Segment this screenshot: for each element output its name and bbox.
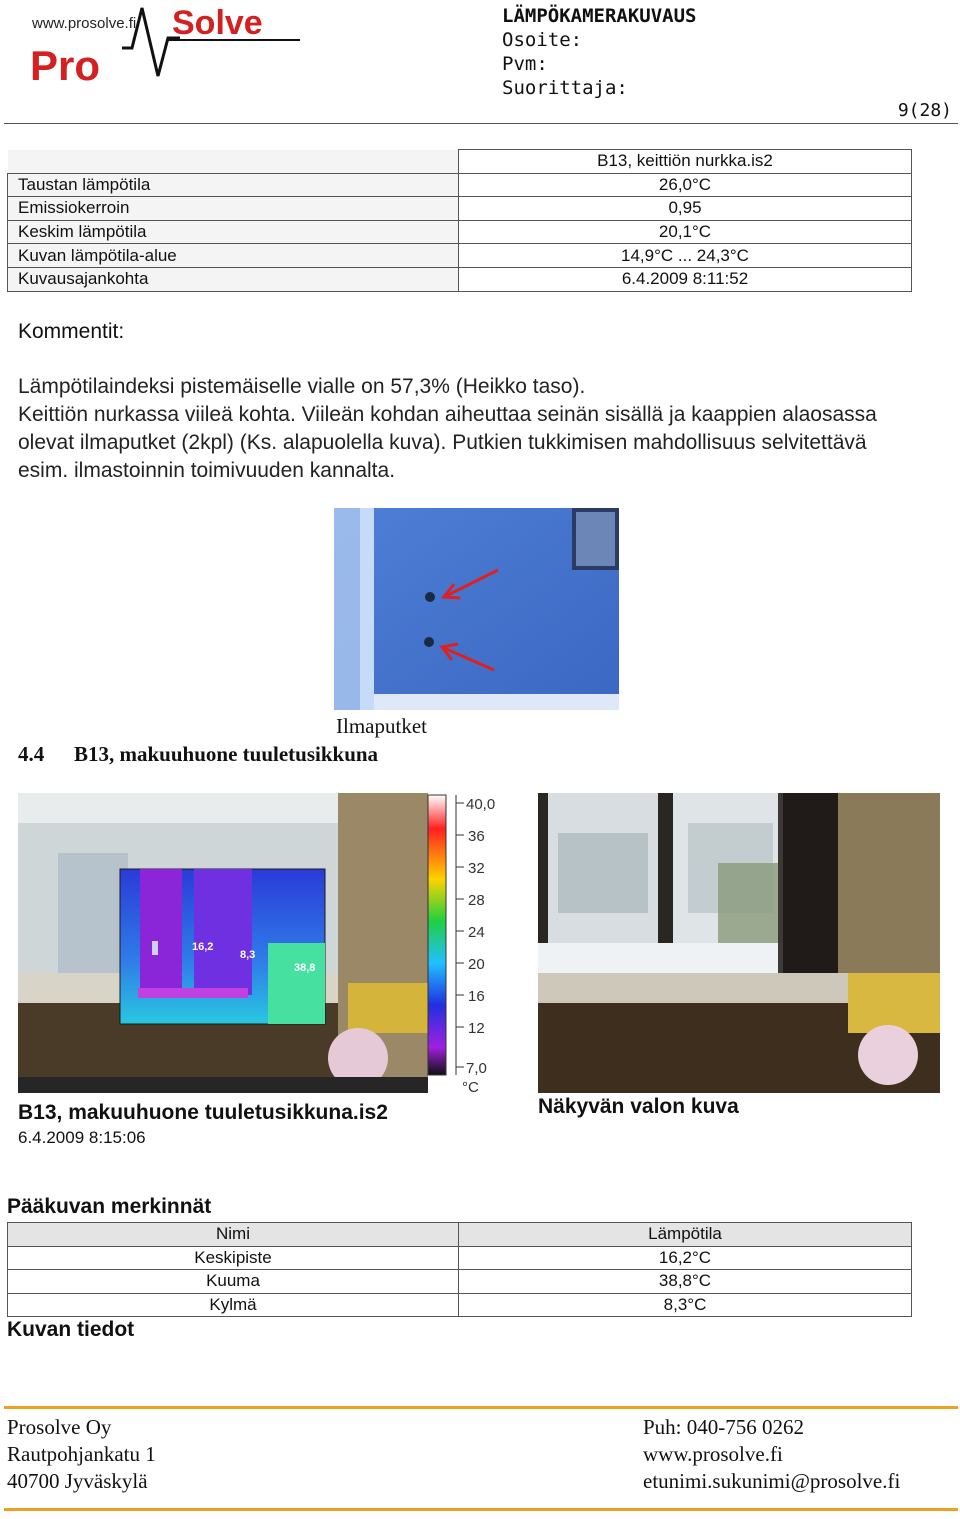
logo-url-text: www.prosolve.fi — [32, 15, 137, 32]
row-value: 26,0°C — [459, 173, 912, 197]
website-link[interactable]: www.prosolve.fi — [643, 1442, 783, 1466]
scale-tick-label: 32 — [468, 860, 485, 877]
row-value: 0,95 — [459, 197, 912, 221]
table-row — [8, 197, 912, 221]
scale-tick-label: 40,0 — [466, 796, 496, 813]
mark-temp: 16,2°C — [459, 1246, 912, 1270]
header-divider — [4, 123, 958, 124]
mark-temp: 38,8°C — [459, 1270, 912, 1294]
logo-pro-text: Pro — [30, 42, 101, 84]
scale-tick-label: 36 — [468, 828, 485, 845]
email-link[interactable]: etunimi.sukunimi@prosolve.fi — [643, 1469, 901, 1493]
photo-caption: Ilmaputket — [336, 714, 427, 738]
scale-unit: °C — [462, 1079, 479, 1096]
marks-heading: Pääkuvan merkinnät — [7, 1195, 212, 1218]
mark-name: Keskipiste — [8, 1246, 459, 1270]
mark-temp: 8,3°C — [459, 1293, 912, 1317]
image-info-table — [7, 149, 912, 292]
section-number: 4.4 — [18, 742, 45, 766]
hot-temp-label: 38,8 — [294, 962, 316, 974]
comment-line: Keittiön nurkassa viileä kohta. Viileän kohdan aiheuttaa seinän sisällä ja kaappien alaosassa olevat ilmaputket (2kpl) (Ks. alapuolella kuva). Putkien tukkimisen mahdollisuus selvitettävä esim. ilmastoinnin toimivuuden kannalta. — [18, 403, 877, 482]
table-row — [8, 173, 912, 197]
performer-label: Suorittaja: — [502, 77, 628, 99]
table-row — [8, 220, 912, 244]
file-name: B13, keittiön nurkka.is2 — [459, 150, 912, 174]
mark-name: Kylmä — [8, 1293, 459, 1317]
thermal-date: 6.4.2009 8:15:06 — [18, 1128, 146, 1147]
phone-number: Puh: 040-756 0262 — [643, 1415, 805, 1439]
table-row — [8, 1293, 912, 1317]
row-value: 20,1°C — [459, 220, 912, 244]
city-address: 40700 Jyväskylä — [7, 1469, 148, 1493]
row-label: Taustan lämpötila — [8, 173, 459, 197]
row-value: 6.4.2009 8:11:52 — [459, 267, 912, 291]
page-number: 9(28) — [897, 100, 952, 121]
column-header-temp: Lämpötila — [459, 1223, 912, 1247]
scale-tick-label: 12 — [468, 1020, 485, 1037]
marks-table — [7, 1222, 912, 1317]
scale-tick-label: 24 — [468, 924, 485, 941]
thermal-caption: B13, makuuhuone tuuletusikkuna.is2 — [18, 1101, 388, 1124]
prosolve-logo — [30, 4, 310, 84]
thermal-image — [18, 793, 428, 1093]
row-label: Kuvausajankohta — [8, 267, 459, 291]
footer-contact — [643, 1414, 900, 1495]
row-label: Kuvan lämpötila-alue — [8, 244, 459, 268]
section-heading — [18, 742, 378, 767]
table-row — [8, 150, 912, 174]
visible-light-image — [538, 793, 940, 1093]
table-header-row — [8, 1223, 912, 1247]
street-address: Rautpohjankatu 1 — [7, 1442, 156, 1466]
air-vent-photo — [334, 508, 619, 710]
cold-temp-label: 8,3 — [240, 949, 256, 961]
temperature-scale — [426, 793, 506, 1096]
comments-text — [18, 373, 898, 485]
comments-heading: Kommentit: — [18, 320, 125, 343]
empty-cell — [8, 150, 459, 174]
report-header — [502, 4, 696, 100]
row-label: Keskim lämpötila — [8, 220, 459, 244]
logo-solve-text: Solve — [172, 4, 263, 42]
footer-rule-bottom — [4, 1508, 958, 1511]
spot-temp-label: 16,2 — [192, 941, 214, 953]
column-header-name: Nimi — [8, 1223, 459, 1247]
table-row — [8, 267, 912, 291]
row-value: 14,9°C ... 24,3°C — [459, 244, 912, 268]
scale-tick-label: 7,0 — [466, 1060, 487, 1077]
table-row — [8, 244, 912, 268]
table-row — [8, 1246, 912, 1270]
scale-tick-label: 28 — [468, 892, 485, 909]
scale-ticks — [456, 795, 495, 1096]
image-info-heading: Kuvan tiedot — [7, 1318, 135, 1341]
company-name: Prosolve Oy — [7, 1415, 112, 1439]
table-row — [8, 1270, 912, 1294]
scale-tick-label: 16 — [468, 988, 485, 1005]
footer-rule-top — [4, 1406, 958, 1409]
scale-tick-label: 20 — [468, 956, 485, 973]
address-label: Osoite: — [502, 29, 583, 51]
visible-caption: Näkyvän valon kuva — [538, 1095, 739, 1118]
mark-name: Kuuma — [8, 1270, 459, 1294]
footer-address — [7, 1414, 156, 1495]
row-label: Emissiokerroin — [8, 197, 459, 221]
report-title: LÄMPÖKAMERAKUVAUS — [502, 5, 697, 27]
date-label: Pvm: — [502, 53, 548, 75]
comment-line: Lämpötilaindeksi pistemäiselle vialle on 57,3% (Heikko taso). — [18, 375, 586, 398]
section-title: B13, makuuhuone tuuletusikkuna — [74, 742, 379, 766]
